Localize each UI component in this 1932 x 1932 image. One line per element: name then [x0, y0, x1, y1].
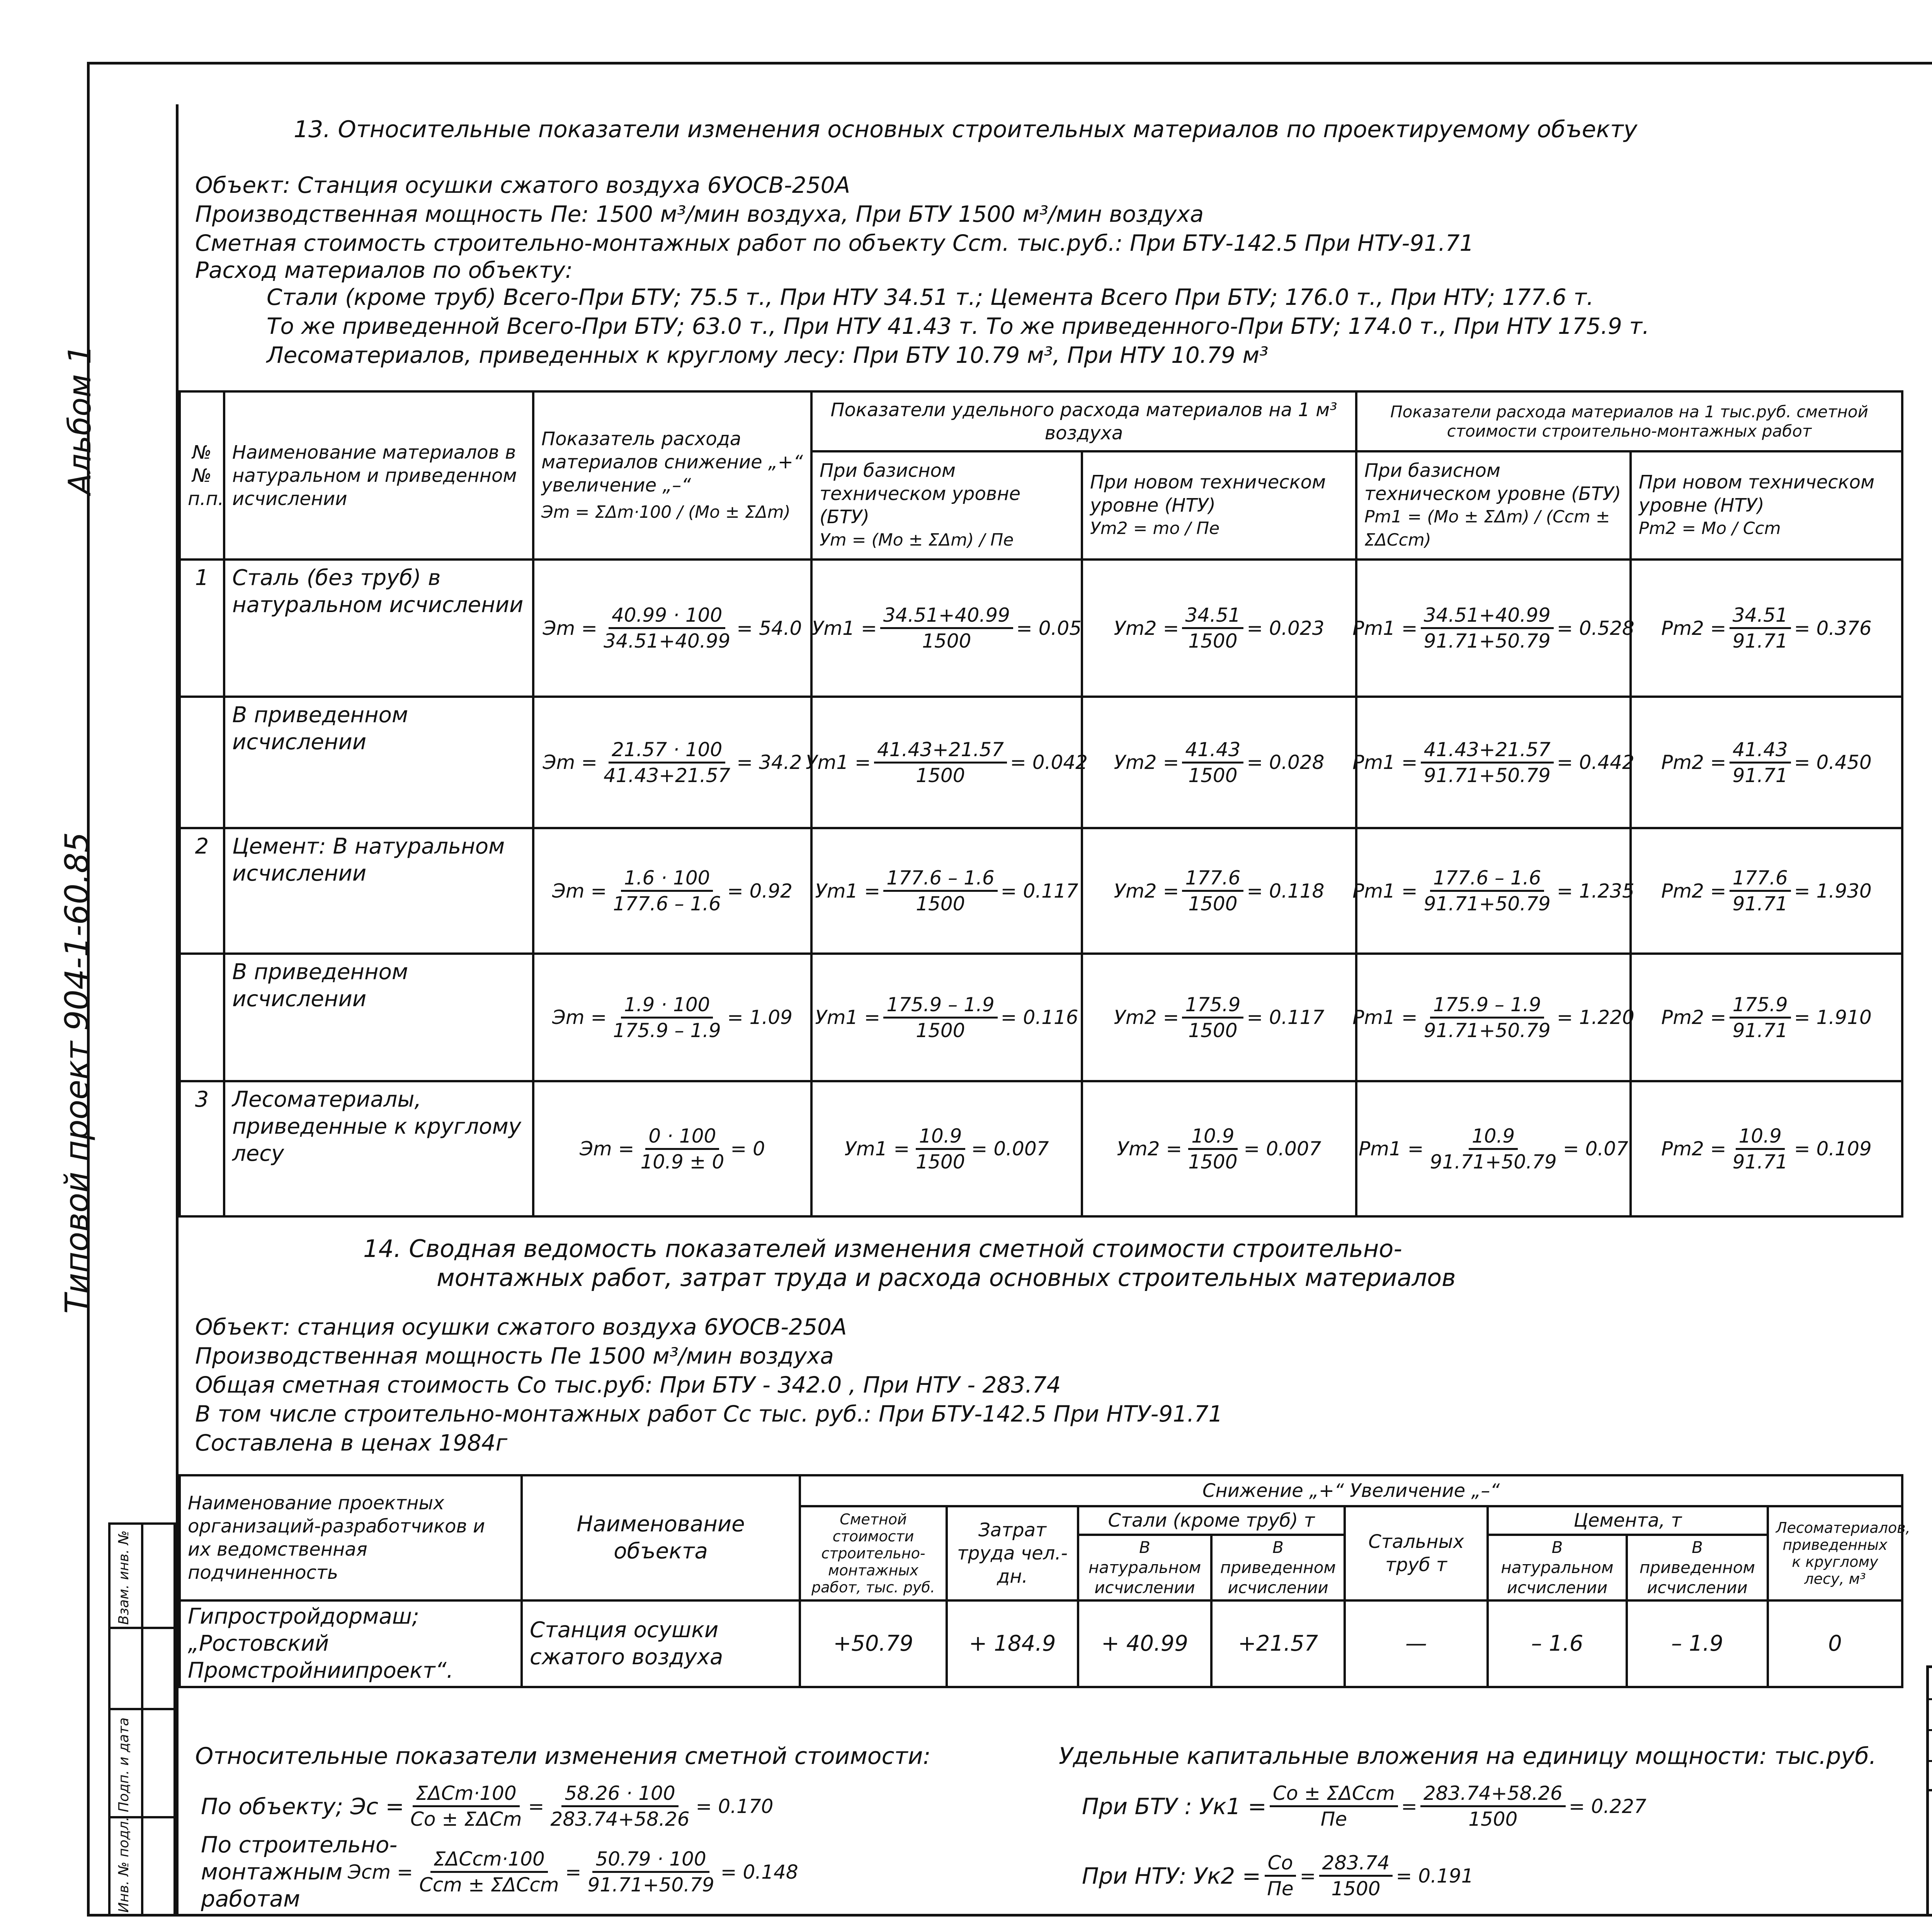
- specific-ntu-formula-result: = 0.117: [1247, 1006, 1325, 1029]
- cost-btu-formula-denominator: 91.71+50.79: [1423, 630, 1551, 652]
- specific-btu-formula-label: Уm1 =: [815, 1006, 881, 1029]
- cost-btu-formula-numerator: 175.9 – 1.9: [1430, 993, 1544, 1019]
- indicator-formula-label: Эm =: [543, 617, 598, 639]
- cost-ntu-formula-result: = 0.450: [1794, 751, 1872, 774]
- cost-ntu-formula-fraction: [1730, 866, 1791, 916]
- th-org: Наименование проектных организаций-разработчиков и их ведомственная подчиненность: [180, 1475, 522, 1600]
- cost-btu-formula-numerator: 10.9: [1469, 1124, 1518, 1150]
- specific-btu-formula-numerator: 10.9: [916, 1124, 965, 1150]
- cost-btu-formula-label: Pm1 =: [1352, 1006, 1418, 1029]
- specific-ntu-formula-numerator: 34.51: [1182, 603, 1243, 629]
- th-cost-ntu-text: При новом техническом уровне (НТУ): [1639, 471, 1875, 516]
- th-specific-btu: [811, 451, 1082, 560]
- cost-btu-formula-denominator: 91.71+50.79: [1423, 1019, 1551, 1042]
- section13-line-capacity: Производственная мощность Пе: 1500 м³/мин воздуха, При БТУ 1500 м³/мин воздуха: [195, 201, 1204, 227]
- rel-obj-fden: Co ± ΣΔCm: [410, 1808, 522, 1830]
- cost-btu-formula: [1356, 1081, 1631, 1216]
- cost-ntu-formula-numerator: 177.6: [1730, 866, 1791, 892]
- relative-smr-label-1: По строительно-: [201, 1832, 398, 1858]
- th-cement-group: Цемента, т: [1488, 1506, 1768, 1535]
- specific-btu-formula-numerator: 41.43+21.57: [874, 738, 1007, 764]
- cap-ntu-eq: =: [1299, 1864, 1316, 1887]
- row-number: [180, 697, 224, 828]
- indicator-formula: [533, 560, 811, 697]
- indicator-formula-numerator: 0 · 100: [645, 1124, 719, 1150]
- cost-btu-formula-fraction: [1421, 866, 1554, 916]
- cost-ntu-formula-label: Pm2 =: [1661, 1006, 1726, 1029]
- relative-object-label: По объекту; Эс =: [201, 1793, 404, 1820]
- cost-ntu-formula-fraction: [1730, 993, 1791, 1043]
- indicator-formula-denominator: 175.9 – 1.9: [613, 1019, 721, 1042]
- specific-btu-formula: [811, 954, 1082, 1081]
- th-specific-ntu-text: При новом техническом уровне (НТУ): [1090, 471, 1326, 516]
- specific-btu-formula: [811, 560, 1082, 697]
- cost-ntu-formula-denominator: 91.71: [1732, 1019, 1788, 1042]
- indicator-formula-label: Эm =: [552, 1006, 607, 1029]
- cost-btu-formula-numerator: 177.6 – 1.6: [1430, 866, 1544, 892]
- th-specific-ntu: [1082, 451, 1356, 560]
- section13-title: 13. Относительные показатели изменения основных строительных материалов по проектируемому объекту: [294, 116, 1638, 143]
- row-cost: +50.79: [800, 1600, 947, 1687]
- indicator-formula-label: Эm =: [543, 751, 598, 774]
- th-steel-nat: В натуральном исчислении: [1078, 1535, 1211, 1600]
- indicator-formula-fraction: [637, 1124, 727, 1174]
- relative-smr-general: [416, 1847, 562, 1897]
- specific-btu-formula-fraction: [874, 738, 1007, 787]
- indicator-formula: [533, 954, 811, 1081]
- rel-obj-num: 58.26 · 100: [561, 1781, 678, 1807]
- indicator-formula: [533, 697, 811, 828]
- th-indicator-text: Показатель расхода материалов снижение „+“ увеличение „–“: [541, 428, 803, 496]
- cost-ntu-formula-label: Pm2 =: [1661, 751, 1726, 774]
- specific-ntu-formula-result: = 0.007: [1243, 1138, 1321, 1160]
- cost-btu-formula-fraction: [1421, 993, 1554, 1043]
- row-cement-red: – 1.9: [1627, 1600, 1768, 1687]
- indicator-formula-result: = 54.0: [736, 617, 802, 639]
- cost-btu-formula-result: = 0.07: [1563, 1138, 1628, 1160]
- rel-smr-den: 91.71+50.79: [587, 1874, 714, 1896]
- section14-title-line2: монтажных работ, затрат труда и расхода основных строительных материалов: [437, 1264, 1456, 1292]
- indicator-formula-numerator: 40.99 · 100: [609, 603, 725, 629]
- th-specific-ntu-formula: Уm2 = mo / Пе: [1090, 519, 1220, 538]
- section13-line-steel: Стали (кроме труб) Всего-При БТУ; 75.5 т., При НТУ 34.51 т.; Цемента Всего При БТУ; 176.0 т., При НТУ; 177.6 т.: [267, 284, 1594, 310]
- th-cost-btu-formula: Pm1 = (Mo ± ΣΔm) / (Ccm ± ΣΔCcm): [1364, 507, 1610, 550]
- relative-object-formula: [201, 1781, 773, 1831]
- left-strip-inv-no: Инв. № подл.: [116, 1816, 132, 1913]
- specific-ntu-formula: [1082, 828, 1356, 954]
- cap-ntu-fden: Пе: [1267, 1878, 1294, 1900]
- cap-btu-fden: Пе: [1320, 1808, 1347, 1830]
- section14-title-line1: 14. Сводная ведомость показателей изменения сметной стоимости строительно-: [363, 1235, 1402, 1263]
- cost-ntu-formula-result: = 0.109: [1794, 1138, 1872, 1160]
- cost-btu-formula-fraction: [1421, 603, 1554, 653]
- th-cost-btu-text: При базисном техническом уровне (БТУ): [1364, 460, 1621, 505]
- specific-ntu-formula-label: Уm2 =: [1117, 1138, 1182, 1160]
- section14-line-capacity: Производственная мощность Пе 1500 м³/мин воздуха: [195, 1343, 834, 1369]
- row-labor: + 184.9: [947, 1600, 1078, 1687]
- th-cost-ntu: [1631, 451, 1902, 560]
- rel-smr-fden: Ccm ± ΣΔCcm: [419, 1874, 559, 1896]
- left-strip-h1: [108, 1627, 176, 1629]
- relative-smr-eq-label: Эсm =: [348, 1861, 413, 1883]
- specific-btu-formula-denominator: 1500: [916, 1019, 965, 1042]
- cost-btu-formula-fraction: [1427, 1124, 1560, 1174]
- cap-btu-fnum: Co ± ΣΔCcm: [1270, 1781, 1398, 1807]
- rel-obj-eq: =: [528, 1795, 544, 1818]
- row-material-name: Лесоматериалы, приведенные к круглому лесу: [224, 1081, 533, 1216]
- cost-ntu-formula-denominator: 91.71: [1732, 764, 1788, 787]
- cost-ntu-formula-fraction: [1730, 738, 1791, 787]
- specific-btu-formula: [811, 828, 1082, 954]
- cost-btu-formula-denominator: 91.71+50.79: [1430, 1150, 1557, 1173]
- specific-btu-formula: [806, 697, 1088, 828]
- th-specific-group: Показатели удельного расхода материалов на 1 м³ воздуха: [811, 391, 1356, 451]
- row-number: 1: [180, 560, 224, 697]
- cost-btu-formula-denominator: 91.71+50.79: [1423, 893, 1551, 915]
- cost-ntu-formula-denominator: 91.71: [1732, 893, 1788, 915]
- rel-smr-fnum: ΣΔCcm·100: [430, 1847, 548, 1873]
- row-object: Станция осушки сжатого воздуха: [522, 1600, 800, 1687]
- cost-btu-formula: [1352, 828, 1634, 954]
- specific-btu-formula-result: = 0.007: [971, 1138, 1049, 1160]
- row-material-name: Цемент: В натуральном исчислении: [224, 828, 533, 954]
- specific-btu-formula-label: Уm1 =: [806, 751, 871, 774]
- stamp-grid-h2: [1926, 1729, 1932, 1731]
- specific-ntu-formula-denominator: 1500: [1188, 764, 1238, 787]
- cost-ntu-formula-label: Pm2 =: [1661, 879, 1726, 902]
- cost-ntu-formula-numerator: 34.51: [1730, 603, 1791, 629]
- cost-ntu-formula: [1631, 1081, 1902, 1216]
- left-strip-h2: [108, 1708, 176, 1710]
- cost-btu-formula-label: Pm1 =: [1359, 1138, 1424, 1160]
- capital-btu-label: При БТУ : Ук1 =: [1082, 1793, 1267, 1820]
- left-strip-replace-inv: Взам. инв. №: [116, 1530, 132, 1625]
- cost-btu-formula-result: = 0.442: [1556, 751, 1634, 774]
- specific-ntu-formula-denominator: 1500: [1188, 630, 1238, 652]
- capital-btu-general: [1270, 1781, 1398, 1831]
- specific-ntu-formula-numerator: 175.9: [1182, 993, 1243, 1019]
- section13-line-consumption: Расход материалов по объекту:: [195, 257, 573, 283]
- specific-ntu-formula-fraction: [1182, 866, 1243, 916]
- side-album-label: Альбом 1: [62, 345, 98, 495]
- relative-object-general: [407, 1781, 525, 1831]
- section13-line-reduced: То же приведенной Всего-При БТУ; 63.0 т., При НТУ 41.43 т. То же приведенного-При БТУ; 174.0 т., При НТУ 175.9 т.: [267, 313, 1650, 339]
- specific-ntu-formula-numerator: 177.6: [1182, 866, 1243, 892]
- indicator-formula-denominator: 34.51+40.99: [604, 630, 731, 652]
- summary-table: [179, 1474, 1910, 1688]
- specific-btu-formula-numerator: 177.6 – 1.6: [883, 866, 997, 892]
- capital-ntu-formula: [1082, 1851, 1473, 1901]
- cost-ntu-formula-label: Pm2 =: [1661, 617, 1726, 639]
- side-project-label: Типовой проект 904-1-60.85: [58, 832, 96, 1314]
- th-labor: Затрат труда чел.-дн.: [947, 1506, 1078, 1600]
- th-indicator-formula: Эm = ΣΔm·100 / (Mo ± ΣΔm): [541, 502, 791, 522]
- cost-ntu-formula-fraction: [1730, 1124, 1791, 1174]
- relative-smr-values: [585, 1847, 718, 1897]
- row-steel-red: +21.57: [1211, 1600, 1345, 1687]
- summary-row: [180, 1600, 1902, 1687]
- indicator-formula-fraction: [610, 993, 724, 1043]
- th-cost-ntu-formula: Pm2 = Mo / Ccm: [1639, 519, 1781, 538]
- materials-row: [180, 828, 1902, 954]
- specific-btu-formula-result: = 0.05: [1016, 617, 1082, 639]
- specific-ntu-formula-fraction: [1182, 993, 1243, 1043]
- cost-btu-formula: [1352, 697, 1634, 828]
- indicator-formula-result: = 0.92: [727, 879, 793, 902]
- specific-ntu-formula: [1082, 954, 1356, 1081]
- cost-btu-formula-numerator: 34.51+40.99: [1421, 603, 1554, 629]
- specific-ntu-formula-result: = 0.118: [1247, 879, 1325, 902]
- cost-btu-formula-label: Pm1 =: [1352, 879, 1418, 902]
- indicator-formula: [533, 828, 811, 954]
- specific-ntu-formula: [1082, 1081, 1356, 1216]
- cap-ntu-num: 283.74: [1319, 1851, 1393, 1877]
- rel-obj-fnum: ΣΔCm·100: [413, 1781, 520, 1807]
- row-wood: 0: [1768, 1600, 1902, 1687]
- th-pipes: Стальных труб т: [1345, 1506, 1488, 1600]
- specific-ntu-formula-label: Уm2 =: [1114, 879, 1179, 902]
- th-steel-red: В приведенном исчислении: [1211, 1535, 1345, 1600]
- cost-ntu-formula: [1631, 828, 1902, 954]
- specific-btu-formula-fraction: [883, 866, 997, 916]
- cost-ntu-formula-result: = 1.930: [1794, 879, 1872, 902]
- cost-ntu-formula: [1631, 697, 1902, 828]
- cost-ntu-formula-numerator: 175.9: [1730, 993, 1791, 1019]
- specific-btu-formula-result: = 0.117: [1000, 879, 1078, 902]
- indicator-formula-denominator: 10.9 ± 0: [640, 1150, 724, 1173]
- th-cement-red: В приведенном исчислении: [1627, 1535, 1768, 1600]
- indicator-formula-numerator: 21.57 · 100: [609, 738, 725, 764]
- indicator-formula-numerator: 1.9 · 100: [621, 993, 713, 1019]
- row-cement-nat: – 1.6: [1488, 1600, 1627, 1687]
- cost-ntu-formula: [1631, 954, 1902, 1081]
- indicator-formula-result: = 0: [730, 1138, 765, 1160]
- relative-title: Относительные показатели изменения сметной стоимости:: [195, 1743, 931, 1770]
- specific-ntu-formula-label: Уm2 =: [1114, 1006, 1179, 1029]
- materials-table-body: [180, 560, 1902, 1216]
- cost-ntu-formula-result: = 0.376: [1794, 617, 1872, 639]
- section14-line-prices: Составлена в ценах 1984г: [195, 1430, 508, 1456]
- specific-ntu-formula-fraction: [1182, 603, 1243, 653]
- specific-ntu-formula-label: Уm2 =: [1114, 617, 1179, 639]
- specific-btu-formula-numerator: 34.51+40.99: [880, 603, 1013, 629]
- cost-btu-formula-fraction: [1421, 738, 1554, 787]
- cost-ntu-formula-numerator: 10.9: [1736, 1124, 1785, 1150]
- indicator-formula-denominator: 41.43+21.57: [604, 764, 731, 787]
- th-wood: Лесоматериалов, приведенных к круглому лесу, м³: [1768, 1506, 1902, 1600]
- cost-btu-formula-numerator: 41.43+21.57: [1421, 738, 1554, 764]
- capital-ntu-values: [1319, 1851, 1393, 1901]
- row-material-name: В приведенном исчислении: [224, 954, 533, 1081]
- specific-btu-formula-result: = 0.042: [1010, 751, 1088, 774]
- relative-object-values: [548, 1781, 693, 1831]
- row-material-name: Сталь (без труб) в натуральном исчислении: [224, 560, 533, 697]
- specific-ntu-formula: [1082, 560, 1356, 697]
- specific-ntu-formula-denominator: 1500: [1188, 1019, 1238, 1042]
- cost-ntu-formula-fraction: [1730, 603, 1791, 653]
- cost-ntu-formula: [1631, 560, 1902, 697]
- row-number: 2: [180, 828, 224, 954]
- materials-row: [180, 1081, 1902, 1216]
- cap-btu-eq: =: [1401, 1795, 1417, 1818]
- specific-btu-formula-fraction: [913, 1124, 968, 1174]
- cap-ntu-den: 1500: [1331, 1878, 1381, 1900]
- cost-btu-formula: [1352, 954, 1634, 1081]
- materials-row: [180, 954, 1902, 1081]
- rel-smr-eq: =: [565, 1861, 582, 1883]
- th-steel-group: Стали (кроме труб) т: [1078, 1506, 1345, 1535]
- capital-title: Удельные капитальные вложения на единицу мощности: тыс.руб.: [1059, 1743, 1877, 1770]
- specific-btu-formula-label: Уm1 =: [844, 1138, 910, 1160]
- cost-ntu-formula-numerator: 41.43: [1730, 738, 1791, 764]
- specific-btu-formula-denominator: 1500: [916, 893, 965, 915]
- specific-btu-formula-denominator: 1500: [922, 630, 971, 652]
- cost-btu-formula-label: Pm1 =: [1352, 617, 1418, 639]
- relative-smr-result: = 0.148: [720, 1861, 798, 1883]
- specific-ntu-formula-result: = 0.028: [1247, 751, 1325, 774]
- th-material-name: Наименование материалов в натуральном и приведенном исчислении: [224, 391, 533, 560]
- specific-ntu-formula-label: Уm2 =: [1114, 751, 1179, 774]
- materials-table: [179, 390, 1903, 1218]
- indicator-formula-numerator: 1.6 · 100: [621, 866, 713, 892]
- specific-ntu-formula-denominator: 1500: [1188, 1150, 1238, 1173]
- cost-btu-formula-label: Pm1 =: [1352, 751, 1418, 774]
- cost-ntu-formula-denominator: 91.71: [1732, 1150, 1788, 1173]
- cost-btu-formula-result: = 1.220: [1556, 1006, 1634, 1029]
- indicator-formula-fraction: [600, 738, 733, 787]
- specific-btu-formula-label: Уm1 =: [811, 617, 877, 639]
- indicator-formula-denominator: 177.6 – 1.6: [613, 893, 721, 915]
- specific-btu-formula: [811, 1081, 1082, 1216]
- specific-ntu-formula-numerator: 10.9: [1188, 1124, 1237, 1150]
- capital-ntu-general: [1264, 1851, 1296, 1901]
- indicator-formula-fraction: [600, 603, 733, 653]
- th-object: Наименование объекта: [522, 1475, 800, 1600]
- specific-btu-formula-fraction: [880, 603, 1013, 653]
- capital-btu-values: [1420, 1781, 1566, 1831]
- indicator-formula-result: = 1.09: [727, 1006, 793, 1029]
- row-pipes: —: [1345, 1600, 1488, 1687]
- cap-btu-den: 1500: [1468, 1808, 1518, 1830]
- section14-line-smr-cost: В том числе строительно-монтажных работ Сс тыс. руб.: При БТУ-142.5 При НТУ-91.71: [195, 1401, 1223, 1427]
- capital-ntu-label: При НТУ: Ук2 =: [1082, 1862, 1261, 1889]
- stamp-grid-h1: [1926, 1698, 1932, 1700]
- specific-ntu-formula-result: = 0.023: [1247, 617, 1325, 639]
- stamp-grid-h3: [1926, 1760, 1932, 1762]
- relative-smr-label-3: работам: [201, 1886, 300, 1912]
- specific-ntu-formula-fraction: [1185, 1124, 1240, 1174]
- row-number: [180, 954, 224, 1081]
- section14-line-total-cost: Общая сметная стоимость Со тыс.руб: При БТУ - 342.0 , При НТУ - 283.74: [195, 1372, 1061, 1398]
- th-no: №№ п.п.: [180, 391, 224, 560]
- specific-ntu-formula-numerator: 41.43: [1182, 738, 1243, 764]
- specific-btu-formula-denominator: 1500: [916, 764, 965, 787]
- relative-object-result: = 0.170: [696, 1795, 774, 1818]
- rel-obj-den: 283.74+58.26: [550, 1808, 690, 1830]
- stamp-grid-h4: [1926, 1789, 1932, 1791]
- cost-btu-formula-denominator: 91.71+50.79: [1423, 764, 1551, 787]
- cap-btu-num: 283.74+58.26: [1420, 1781, 1566, 1807]
- cost-btu-formula-result: = 0.528: [1556, 617, 1634, 639]
- row-org: Гипростройдормаш; „Ростовский Промстройниипроект“.: [180, 1600, 522, 1687]
- th-change-group: Снижение „+“ Увеличение „–“: [800, 1475, 1902, 1506]
- binding-margin-line: [176, 104, 179, 1917]
- cost-btu-formula: [1352, 560, 1634, 697]
- row-material-name: В приведенном исчислении: [224, 697, 533, 828]
- indicator-formula: [533, 1081, 811, 1216]
- section14-line-object: Объект: станция осушки сжатого воздуха 6УОСВ-250А: [195, 1314, 847, 1340]
- cost-btu-formula-result: = 1.235: [1556, 879, 1634, 902]
- indicator-formula-label: Эm =: [580, 1138, 634, 1160]
- relative-smr-formula: [348, 1847, 798, 1897]
- indicator-formula-result: = 34.2: [736, 751, 802, 774]
- section13-line-cost: Сметная стоимость строительно-монтажных работ по объекту Ссm. тыс.руб.: При БТУ-142.5 При НТУ-91.71: [195, 230, 1474, 256]
- th-cost-btu: [1356, 451, 1631, 560]
- capital-ntu-result: = 0.191: [1396, 1864, 1474, 1887]
- th-cost-group: Показатели расхода материалов на 1 тыс.руб. сметной стоимости строительно-монтажных работ: [1356, 391, 1902, 451]
- specific-btu-formula-numerator: 175.9 – 1.9: [883, 993, 997, 1019]
- th-cost: Сметной стоимости строительно-монтажных работ, тыс. руб.: [800, 1506, 947, 1600]
- th-cement-nat: В натуральном исчислении: [1488, 1535, 1627, 1600]
- specific-ntu-formula-fraction: [1182, 738, 1243, 787]
- th-specific-btu-formula: Уm = (Mo ± ΣΔm) / Пе: [820, 530, 1014, 550]
- section13-line-timber: Лесоматериалов, приведенных к круглому лесу: При БТУ 10.79 м³, При НТУ 10.79 м³: [267, 342, 1269, 368]
- specific-btu-formula-result: = 0.116: [1000, 1006, 1078, 1029]
- left-strip-divider: [141, 1522, 143, 1917]
- relative-smr-label-2: монтажным: [201, 1859, 343, 1885]
- specific-btu-formula-label: Уm1 =: [815, 879, 881, 902]
- cap-ntu-fnum: Co: [1265, 1851, 1296, 1877]
- left-strip-sign-date: Подп. и дата: [116, 1717, 132, 1812]
- indicator-formula-label: Эm =: [552, 879, 607, 902]
- row-steel-nat: + 40.99: [1078, 1600, 1211, 1687]
- th-specific-btu-text: При базисном техническом уровне (БТУ): [820, 460, 1021, 528]
- capital-btu-formula: [1082, 1781, 1646, 1831]
- specific-ntu-formula-denominator: 1500: [1188, 893, 1238, 915]
- section13-line-object: Объект: Станция осушки сжатого воздуха 6УОСВ-250А: [195, 172, 850, 198]
- materials-row: [180, 697, 1902, 828]
- row-number: 3: [180, 1081, 224, 1216]
- specific-ntu-formula: [1082, 697, 1356, 828]
- cost-ntu-formula-label: Pm2 =: [1661, 1138, 1726, 1160]
- specific-btu-formula-denominator: 1500: [916, 1150, 965, 1173]
- cost-ntu-formula-result: = 1.910: [1794, 1006, 1872, 1029]
- cost-ntu-formula-denominator: 91.71: [1732, 630, 1788, 652]
- indicator-formula-fraction: [610, 866, 724, 916]
- materials-row: [180, 560, 1902, 697]
- th-indicator: [533, 391, 811, 560]
- capital-btu-result: = 0.227: [1568, 1795, 1646, 1818]
- rel-smr-num: 50.79 · 100: [592, 1847, 709, 1873]
- specific-btu-formula-fraction: [883, 993, 997, 1043]
